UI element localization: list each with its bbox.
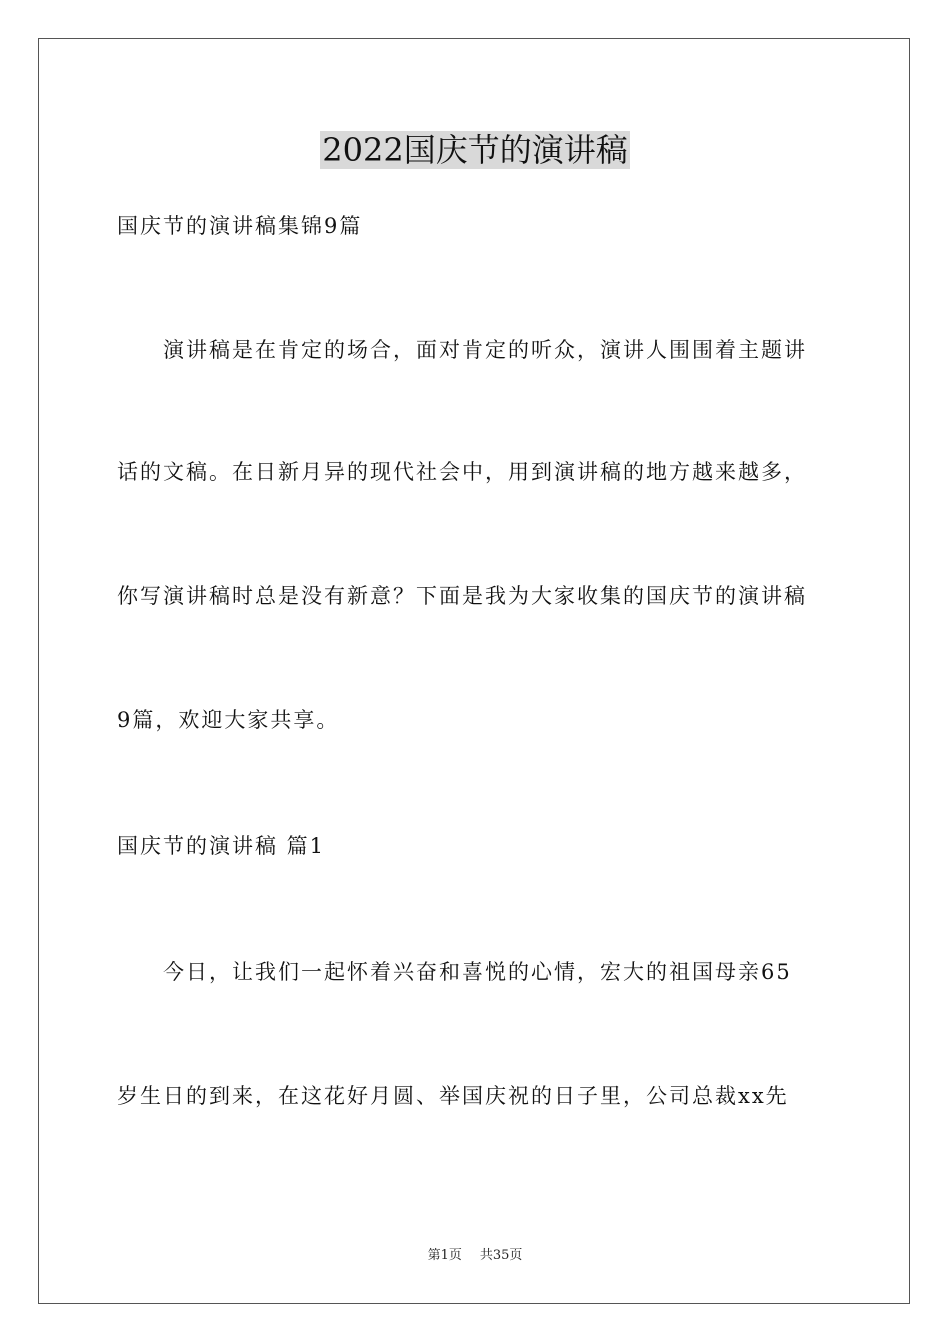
paragraph-line-2: 话的文稿。在日新月异的现代社会中，用到演讲稿的地方越来越多， bbox=[117, 460, 807, 484]
paragraph-line-5: 今日，让我们一起怀着兴奋和喜悦的心情，宏大的祖国母亲65 bbox=[163, 960, 792, 984]
document-title-text: 2022国庆节的演讲稿 bbox=[322, 131, 628, 169]
page-footer bbox=[0, 1246, 950, 1266]
page-total: 共35页 bbox=[479, 1248, 523, 1263]
paragraph-line-6: 岁生日的到来，在这花好月圆、举国庆祝的日子里，公司总裁xx先 bbox=[117, 1084, 789, 1108]
paragraph-line-3: 你写演讲稿时总是没有新意？下面是我为大家收集的国庆节的演讲稿 bbox=[117, 584, 807, 608]
document-title bbox=[0, 126, 950, 174]
page-number: 第1页 bbox=[427, 1248, 462, 1263]
subtitle-line: 国庆节的演讲稿集锦9篇 bbox=[117, 214, 363, 238]
paragraph-line-4: 9篇，欢迎大家共享。 bbox=[117, 708, 340, 732]
section-heading: 国庆节的演讲稿 篇1 bbox=[117, 834, 326, 858]
paragraph-line-1: 演讲稿是在肯定的场合，面对肯定的听众，演讲人围围着主题讲 bbox=[163, 338, 807, 362]
